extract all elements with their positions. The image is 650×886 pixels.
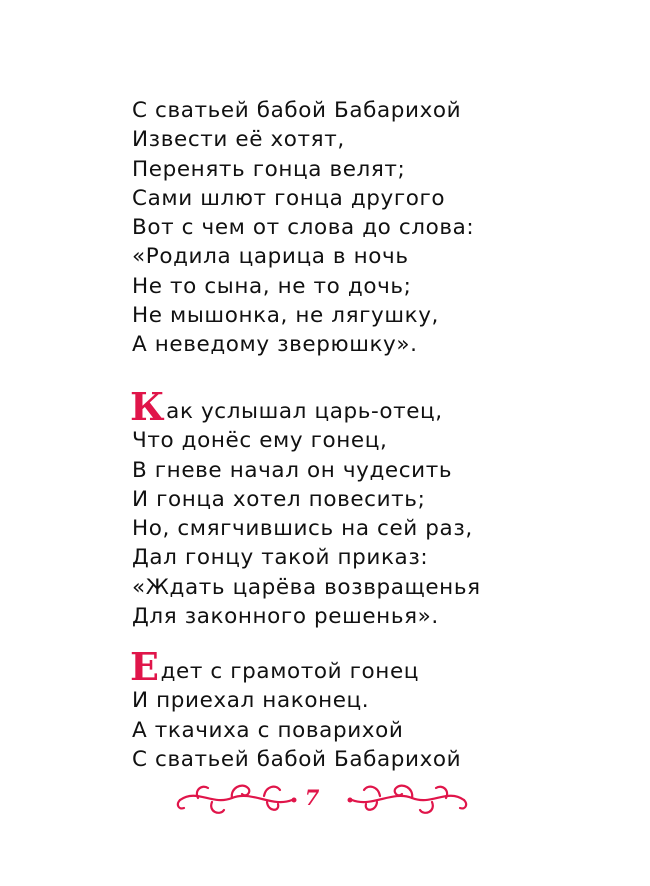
verse-line: Для законного решенья». xyxy=(132,604,439,630)
page-number: 7 xyxy=(304,785,320,810)
verse-line-rest: дет с грамотой гонец xyxy=(160,659,420,684)
verse-line: И гонца хотел повесить; xyxy=(132,486,426,512)
stanza-3 xyxy=(130,644,462,774)
verse-line: А неведому зверюшку». xyxy=(132,332,418,358)
verse-line: И приехал наконец. xyxy=(132,688,370,714)
verse-line: Перенять гонца велят; xyxy=(132,156,406,182)
verse-line: Не мышонка, не лягушку, xyxy=(132,303,439,329)
verse-line: С сватьей бабой Бабарихой xyxy=(132,746,462,772)
verse-line: Дал гонцу такой приказ: xyxy=(132,545,429,571)
verse-line: Вот с чем от слова до слова: xyxy=(132,215,475,241)
verse-line: А ткачиха с поварихой xyxy=(132,717,404,743)
verse-line: «Ждать царёва возвращенья xyxy=(132,574,481,600)
verse-line: Извести её хотят, xyxy=(132,127,345,153)
drop-cap: К xyxy=(130,384,166,429)
verse-line: Но, смягчившись на сей раз, xyxy=(132,516,473,542)
verse-line: Не то сына, не то дочь; xyxy=(132,273,412,299)
verse-line-rest: ак услышал царь-отец, xyxy=(166,399,443,424)
verse-line: В гневе начал он чудесить xyxy=(132,457,453,483)
verse-line: Что донёс ему гонец, xyxy=(132,428,388,454)
verse-line-first xyxy=(130,384,481,429)
stanza-1 xyxy=(132,96,474,360)
verse-line-first xyxy=(130,644,461,689)
drop-cap: Е xyxy=(130,644,160,689)
stanza-2 xyxy=(130,384,481,631)
verse-line: «Родила царица в ночь xyxy=(132,244,409,270)
verse-line: Сами шлют гонца другого xyxy=(132,185,446,211)
verse-line: С сватьей бабой Бабарихой xyxy=(132,98,462,123)
